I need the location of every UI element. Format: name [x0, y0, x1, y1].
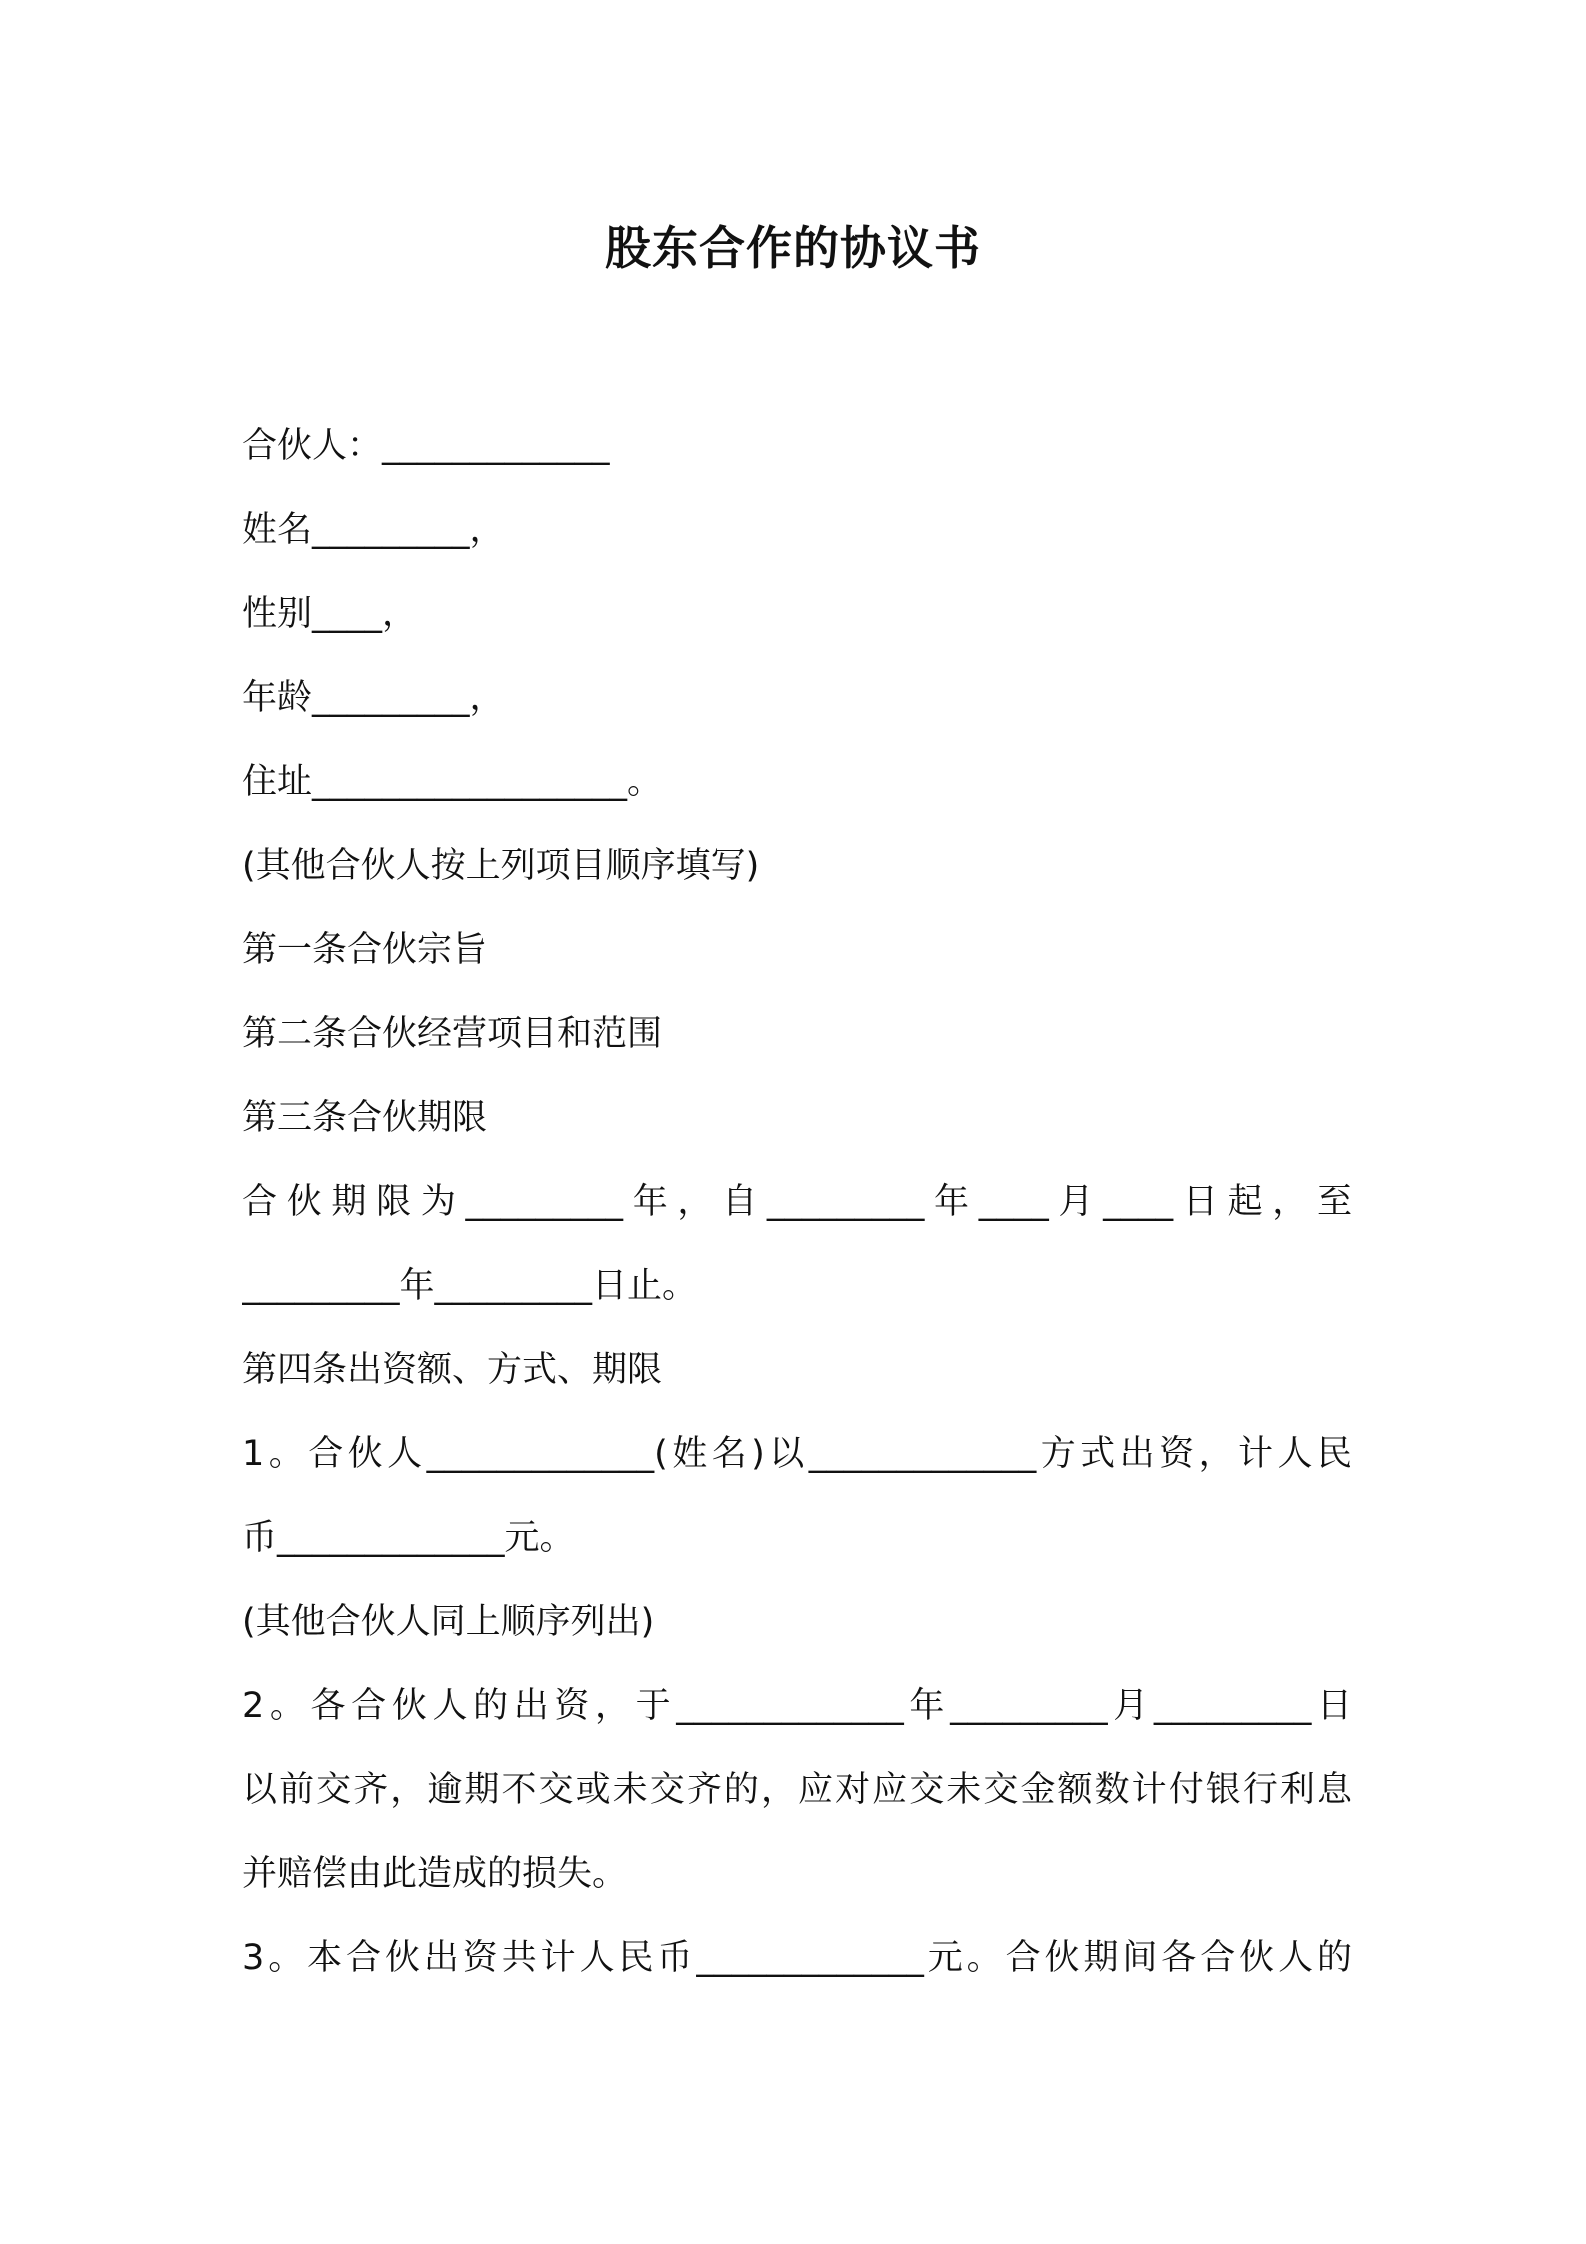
clause-3-line-1: 3。本合伙出资共计人民币_____________元。合伙期间各合伙人的 — [242, 1938, 1352, 1978]
name-line: 姓名_________， — [242, 510, 505, 550]
age-line: 年龄_________， — [242, 678, 505, 718]
document-body — [242, 404, 1352, 2000]
document-title: 股东合作的协议书 — [605, 221, 981, 275]
partner-line: 合伙人：_____________ — [242, 426, 610, 466]
clause-2-line-2: 以前交齐，逾期不交或未交齐的，应对应交未交金额数计付银行利息 — [242, 1770, 1352, 1810]
article-2-heading: 第二条合伙经营项目和范围 — [242, 1014, 663, 1054]
article-1-heading: 第一条合伙宗旨 — [242, 930, 488, 970]
address-line: 住址__________________。 — [242, 762, 663, 802]
term-paragraph-line-1: 合伙期限为_________年，自_________年____月____日起，至 — [242, 1182, 1352, 1222]
clause-2-line-1: 2。各合伙人的出资，于_____________年_________月_________日 — [242, 1686, 1352, 1726]
gender-line: 性别____， — [242, 594, 418, 634]
clause-1-line-1: 1。合伙人_____________(姓名)以_____________方式出资，计人民 — [242, 1434, 1352, 1474]
clause-2-line-3: 并赔偿由此造成的损失。 — [242, 1854, 628, 1894]
clause-1-line-2: 币_____________元。 — [242, 1518, 575, 1558]
term-paragraph-line-2: _________年_________日止。 — [242, 1266, 698, 1306]
other-partners-note: (其他合伙人按上列项目顺序填写) — [242, 846, 760, 886]
article-4-heading: 第四条出资额、方式、期限 — [242, 1350, 663, 1390]
other-partners-listing-note: (其他合伙人同上顺序列出) — [242, 1602, 655, 1642]
article-3-heading: 第三条合伙期限 — [242, 1098, 488, 1138]
